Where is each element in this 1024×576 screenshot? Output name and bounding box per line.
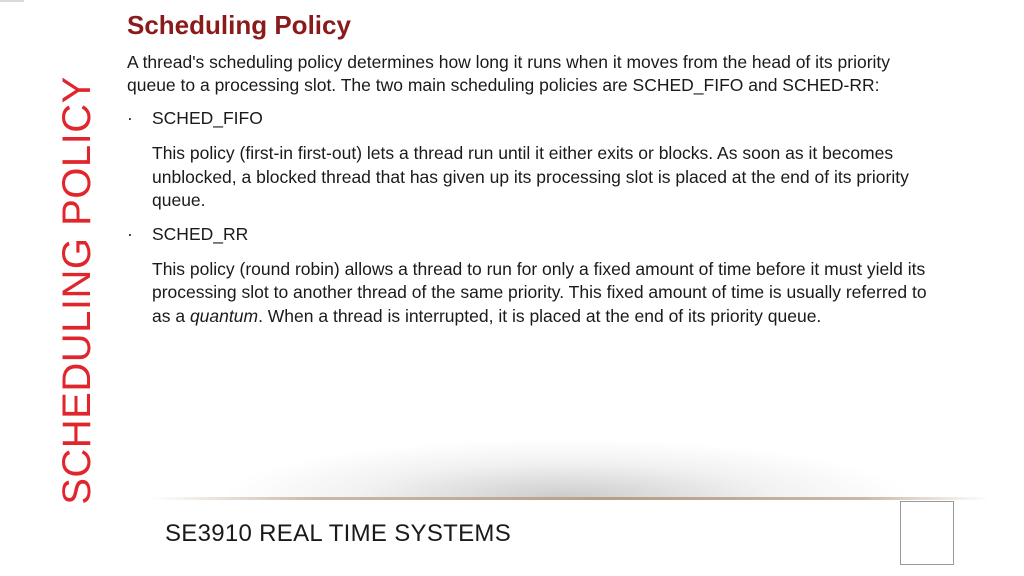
footer-divider (150, 497, 990, 500)
bullet-marker: · (127, 108, 133, 128)
vertical-section-title (48, 75, 106, 505)
corner-mark (0, 0, 24, 2)
bullet-body-sched-rr (152, 258, 937, 329)
slide-heading: Scheduling Policy (127, 10, 351, 40)
footer-shadow (150, 400, 980, 498)
bullet-body-sched-rr-end: . When a thread is interrupted, it is placed at the end of its priority queue. (258, 305, 822, 326)
slide-content (127, 10, 937, 328)
bullet-label-sched-rr: SCHED_RR (152, 223, 249, 244)
vertical-section-title-text: SCHEDULING POLICY (54, 75, 99, 505)
bullet-body-sched-fifo: This policy (first-in first-out) lets a thread run until it either exits or blocks. As soon as it becomes unblocked, a blocked thread that has given up its processing slot is placed at the end of its priority queue. (152, 143, 909, 210)
bullet-label-sched-fifo: SCHED_FIFO (152, 108, 263, 128)
footer-course-title: SE3910 REAL TIME SYSTEMS (165, 520, 512, 547)
bullet-item-sched-rr (127, 223, 937, 246)
bullet-item-sched-fifo (127, 107, 937, 130)
bullet-body-sched-rr-start: This policy (round robin) allows a thread to run for only a fixed amount of time before it must yield its processing slot to another thread of the same priority. This fixed amount of time is usually referred to as a (152, 258, 927, 326)
quantum-emphasis: quantum (189, 305, 259, 326)
slide-number-box (900, 501, 954, 565)
bullet-marker: · (127, 223, 133, 244)
intro-paragraph: A thread's scheduling policy determines how long it runs when it moves from the head of its priority queue to a processing slot. The two main scheduling policies are SCHED_FIFO and SCHED-RR: (127, 52, 891, 95)
